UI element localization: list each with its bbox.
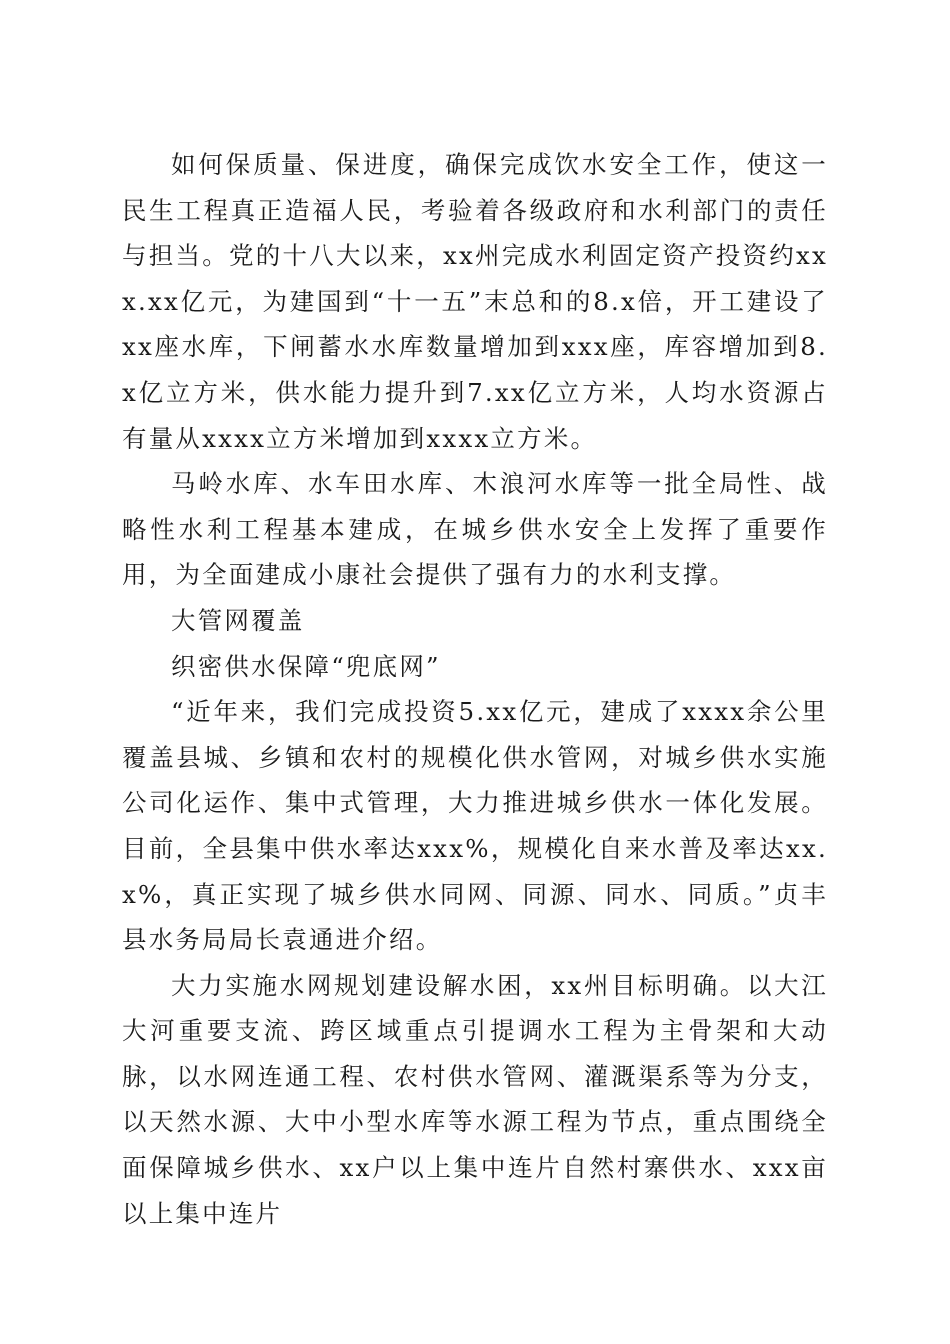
document-body bbox=[122, 142, 828, 1236]
paragraph-investment: 如何保质量、保进度，确保完成饮水安全工作，使这一民生工程真正造福人民，考验着各级政府和水利部门的责任与担当。党的十八大以来，xx州完成水利固定资产投资约xxx.xx亿元，为建国到“十一五”末总和的8.x倍，开工建设了xx座水库，下闸蓄水水库数量增加到xxx座，库容增加到8.x亿立方米，供水能力提升到7.xx亿立方米，人均水资源占有量从xxxx立方米增加到xxxx立方米。 bbox=[122, 150, 828, 453]
section-subheading: 织密供水保障“兜底网” bbox=[171, 651, 441, 681]
paragraph-quote: “近年来，我们完成投资5.xx亿元，建成了xxxx余公里覆盖县城、乡镇和农村的规模化供水管网，对城乡供水实施公司化运作、集中式管理，大力推进城乡供水一体化发展。目前，全县集中供水率达xxx%，规模化自来水普及率达xx.x%，真正实现了城乡供水同网、同源、同水、同质。”贞丰县水务局局长袁通进介绍。 bbox=[122, 697, 828, 955]
section-heading: 大管网覆盖 bbox=[171, 605, 305, 635]
paragraph-reservoirs: 马岭水库、水车田水库、木浪河水库等一批全局性、战略性水利工程基本建成，在城乡供水安全上发挥了重要作用，为全面建成小康社会提供了强有力的水利支撑。 bbox=[122, 469, 828, 590]
paragraph-water-network: 大力实施水网规划建设解水困，xx州目标明确。以大江大河重要支流、跨区域重点引提调水工程为主骨架和大动脉，以水网连通工程、农村供水管网、灌溉渠系等为分支，以天然水源、大中小型水库等水源工程为节点，重点围绕全面保障城乡供水、xx户以上集中连片自然村寨供水、xxx亩以上集中连片 bbox=[122, 970, 828, 1228]
